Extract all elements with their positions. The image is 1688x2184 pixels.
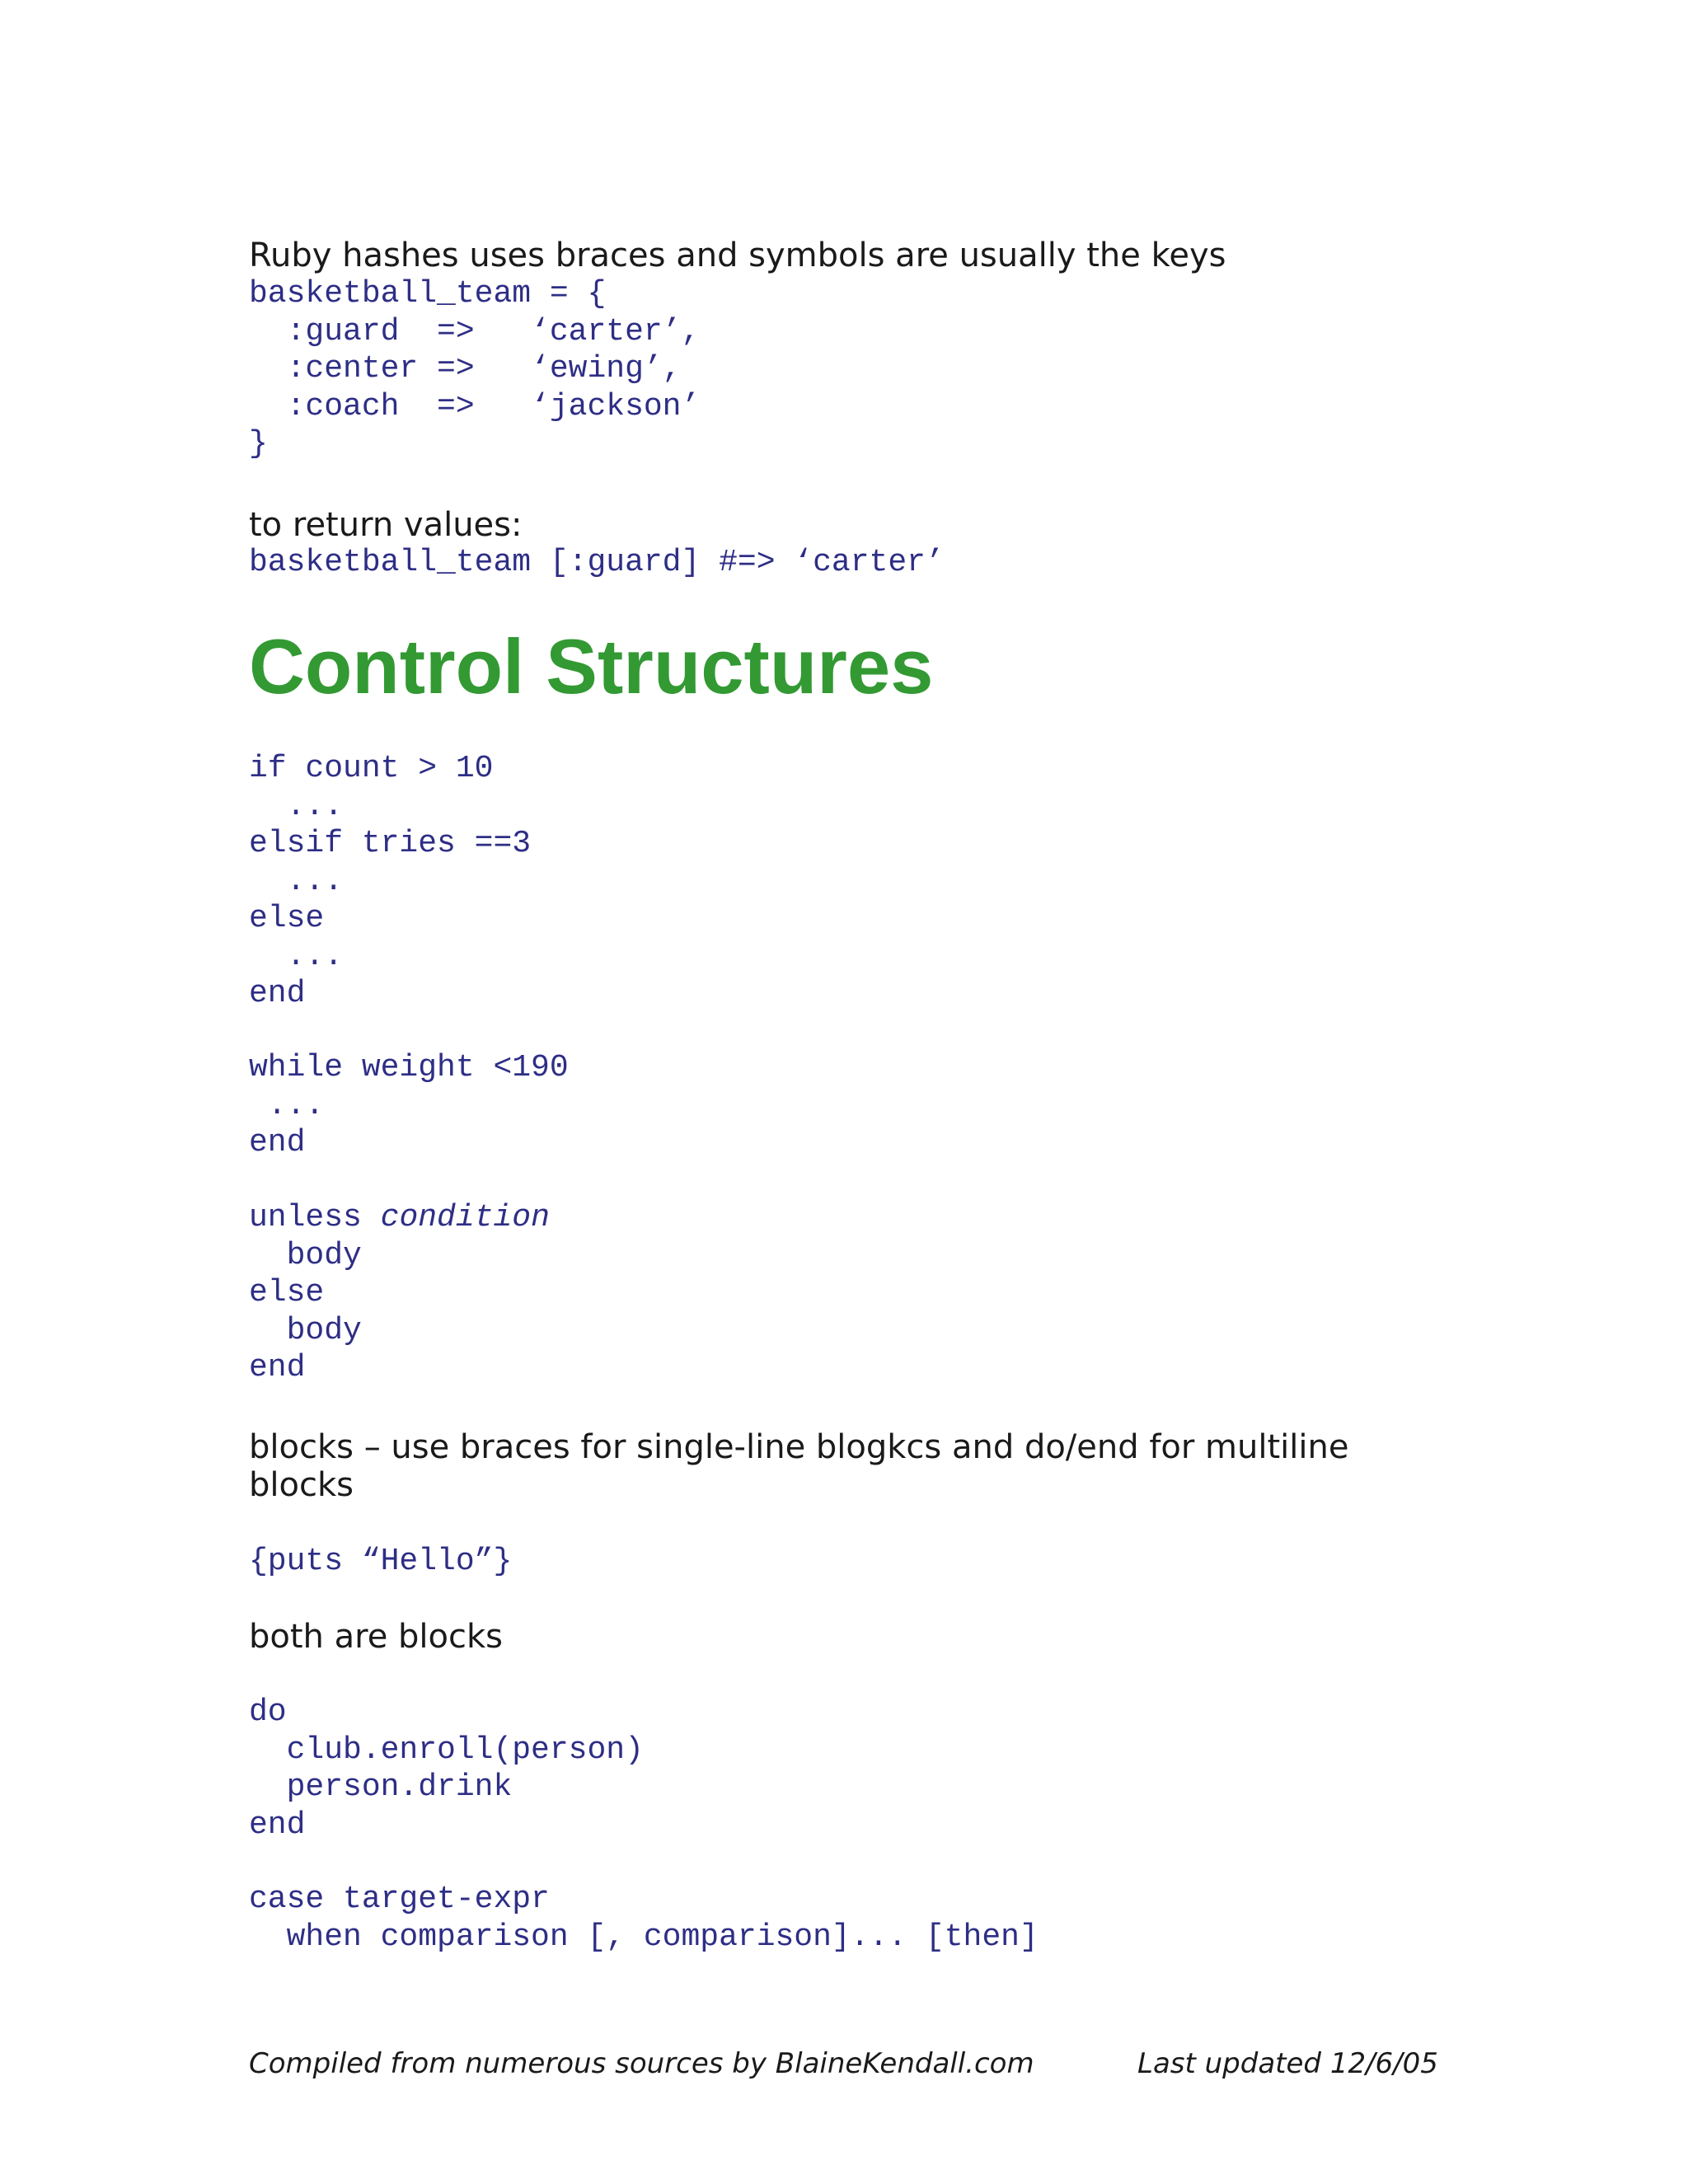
code-line: else: [249, 901, 325, 936]
code-line: when comparison [, comparison]... [then]: [249, 1919, 1039, 1955]
case-code-block: [249, 1881, 1039, 1956]
code-line: ...: [249, 1087, 325, 1123]
code-line: [249, 1199, 550, 1237]
blocks-description: [249, 1428, 1348, 1504]
code-line: end: [249, 1350, 306, 1385]
brace-block-example: {puts “Hello”}: [249, 1544, 513, 1579]
both-are-blocks-label: both are blocks: [249, 1618, 503, 1656]
code-line: basketball_team = {: [249, 276, 607, 312]
hashes-intro: Ruby hashes uses braces and symbols are usually the keys: [249, 237, 1226, 274]
code-line: end: [249, 976, 306, 1011]
unless-keyword: unless: [249, 1200, 362, 1235]
return-code-line: basketball_team [:guard] #=> ‘carter’: [249, 545, 945, 580]
unless-code-block: [249, 1199, 550, 1387]
code-line: end: [249, 1807, 306, 1843]
prose-line: blocks: [249, 1466, 354, 1504]
section-heading-control-structures: Control Structures: [249, 623, 934, 710]
code-line: case target-expr: [249, 1882, 550, 1917]
return-values-label: to return values:: [249, 506, 523, 544]
code-line: ...: [249, 788, 344, 824]
hash-code-block: [249, 275, 700, 463]
unless-condition: condition: [380, 1200, 550, 1235]
code-line: ...: [249, 938, 344, 974]
code-line: person.drink: [249, 1769, 513, 1805]
prose-line: blocks – use braces for single-line blogkcs and do/end for multiline: [249, 1428, 1349, 1466]
code-line: body: [249, 1237, 362, 1273]
code-line: do: [249, 1694, 287, 1730]
code-line: body: [249, 1312, 362, 1348]
code-line: :guard => ‘carter’,: [249, 313, 701, 349]
code-line: }: [249, 426, 268, 462]
do-end-code-block: [249, 1694, 644, 1844]
code-line: ...: [249, 863, 344, 899]
code-line: :center => ‘ewing’,: [249, 351, 682, 387]
code-line: club.enroll(person): [249, 1732, 644, 1768]
code-line: :coach => ‘jackson’: [249, 388, 701, 424]
code-line: else: [249, 1275, 325, 1310]
footer-source: Compiled from numerous sources by BlaineKendall.com: [249, 2047, 1034, 2080]
code-line: if count > 10: [249, 751, 494, 786]
footer-last-updated: Last updated 12/6/05: [1137, 2047, 1438, 2080]
if-code-block: [249, 750, 531, 1013]
code-line: end: [249, 1125, 306, 1160]
while-code-block: [249, 1049, 569, 1162]
code-line: elsif tries ==3: [249, 826, 532, 861]
code-line: while weight <190: [249, 1050, 569, 1085]
